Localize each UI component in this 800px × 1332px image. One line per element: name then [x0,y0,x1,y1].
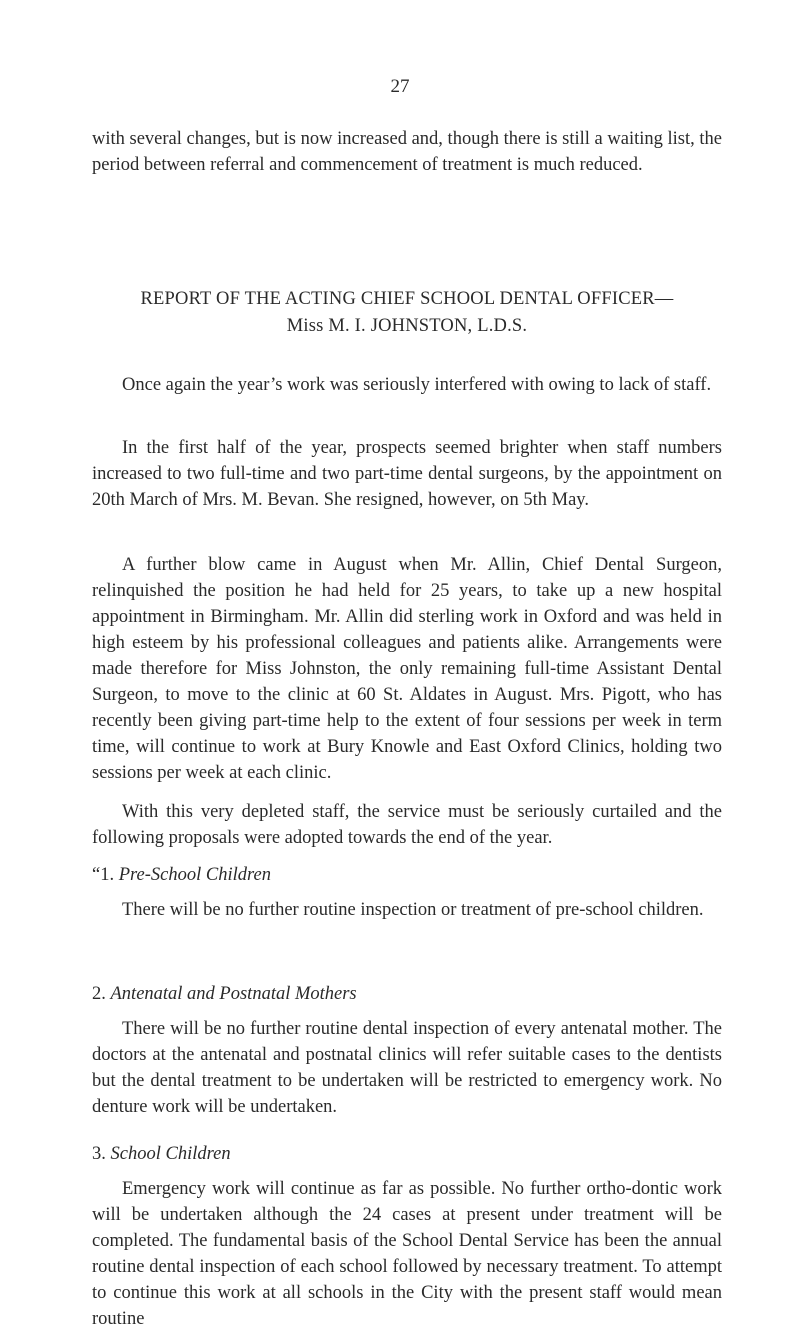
section-text: There will be no further routine dental inspection of every antenatal mother. The doctors at the antenatal and postnatal clinics will refer suitable cases to the dentists but the dental treatment to be undertaken will be restricted to emergency work. No denture work will be undertaken. [92,1019,722,1117]
section-title: Pre-School Children [118,865,271,885]
paragraph: With this very depleted staff, the service must be seriously curtailed and the following proposals were adopted towards the end of the year. [92,802,722,848]
section-text: Emergency work will continue as far as possible. No further ortho-dontic work will be undertaken although the 24 cases at present under treatment will be completed. The fundamental basis of the School Dental Service has been the annual routine dental inspection of each school followed by necessary treatment. To attempt to continue this work at all schools in the City with the present staff would mean routine [92,1179,722,1329]
paragraph-3-block [92,552,722,786]
section-title: Antenatal and Postnatal Mothers [110,984,357,1004]
section-heading [92,862,722,888]
section-number: 2. [92,984,106,1004]
intro-paragraph: with several changes, but is now increased and, though there is still a waiting list, the period between referral and commencement of treatment is much reduced. [92,129,722,175]
paragraph-4-block [92,799,722,851]
section-heading [92,1141,722,1167]
section-text: There will be no further routine inspection or treatment of pre-school children. [122,900,704,920]
section-heading [92,981,722,1007]
section-2 [92,981,722,1120]
paragraph: A further blow came in August when Mr. Allin, Chief Dental Surgeon, relinquished the position he had held for 25 years, to take up a new hospital appointment in Birmingham. Mr. Allin did sterling work in Oxford and was held in high esteem by his professional colleagues and patients alike. Arrangements were made therefore for Miss Johnston, the only remaining full-time Assistant Dental Surgeon, to move to the clinic at 60 St. Aldates in August. Mrs. Pigott, who has recently been giving part-time help to the extent of four sessions per week in term time, will continue to work at Bury Knowle and East Oxford Clinics, holding two sessions per week at each clinic. [92,555,722,783]
paragraph: Once again the year’s work was seriously interfered with owing to lack of staff. [122,375,712,395]
report-title [92,286,722,340]
section-title: School Children [110,1144,231,1164]
section-number: 3. [92,1144,106,1164]
section-3 [92,1141,722,1332]
section-number: “1. [92,865,115,885]
report-title-line-1: REPORT OF THE ACTING CHIEF SCHOOL DENTAL OFFICER— [140,289,674,309]
paragraph: In the first half of the year, prospects seemed brighter when staff numbers increased to two full-time and two part-time dental surgeons, by the appointment on 20th March of Mrs. M. Bevan. She resigned, however, on 5th May. [92,438,722,510]
section-1 [92,862,722,923]
intro-paragraph-block [92,126,722,178]
paragraph-2-block [92,435,722,513]
paragraph-1-block [92,372,722,398]
report-title-line-2: Miss M. I. JOHNSTON, L.D.S. [286,316,528,336]
page-number: 27 [390,76,410,97]
